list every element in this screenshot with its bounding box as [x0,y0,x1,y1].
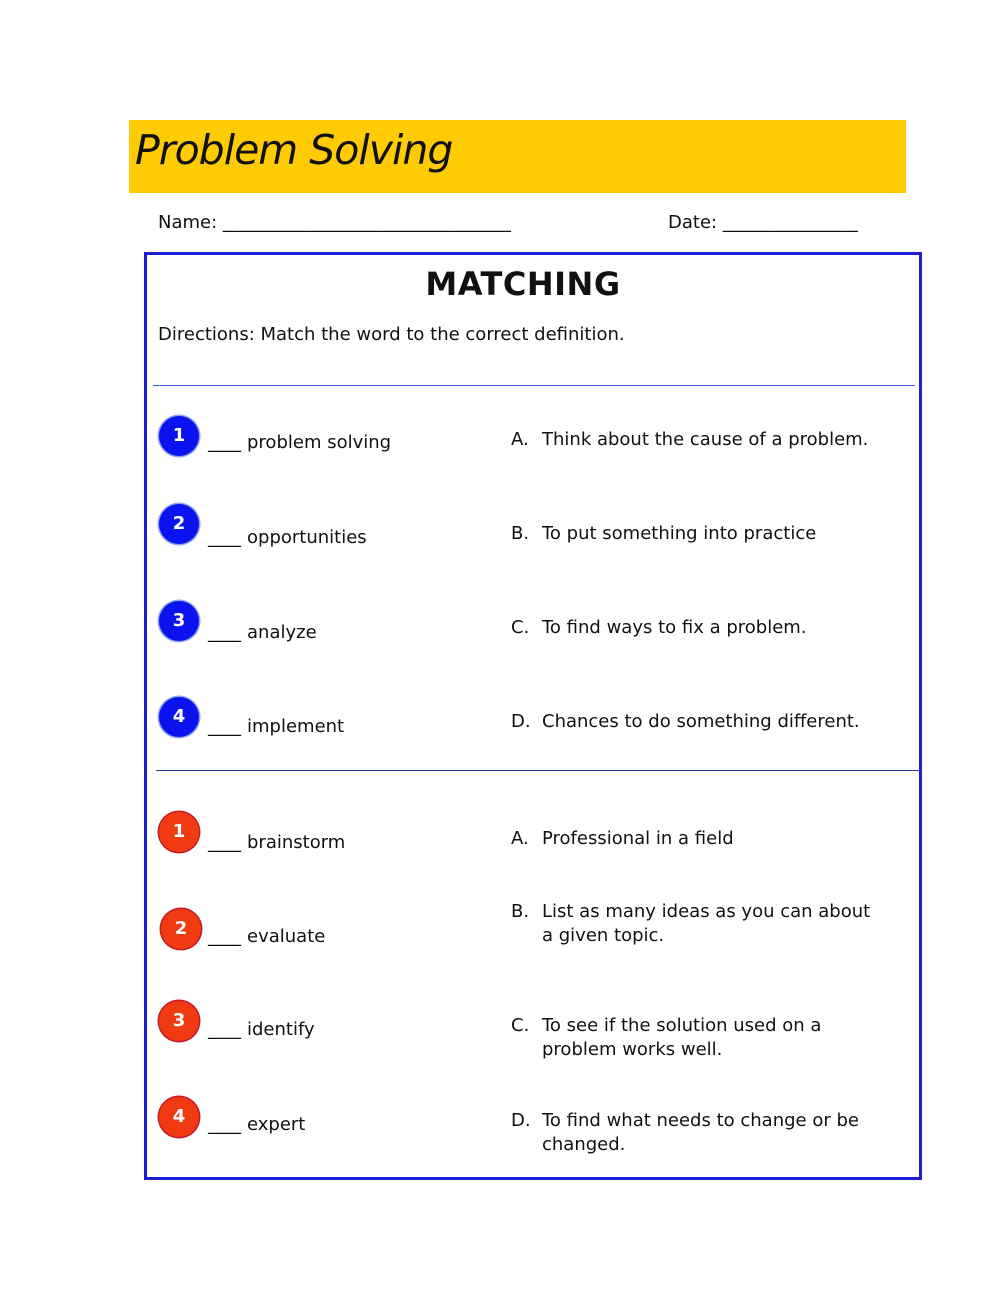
term-item[interactable] [208,527,367,548]
number-badge: 3 [159,601,199,641]
definition-item [511,522,911,546]
number-badge: 4 [159,697,199,737]
term-label: problem solving [247,432,392,453]
definition-letter: B. [511,523,530,544]
number-badge: 1 [159,812,199,852]
title-banner [129,120,906,193]
definition-item [511,1109,881,1157]
definition-letter: A. [511,429,529,450]
matching-heading: MATCHING [425,265,621,303]
match-row [147,695,919,775]
term-label: analyze [247,622,317,643]
term-item[interactable] [208,432,391,453]
date-field[interactable]: Date: _______________ [668,212,858,233]
worksheet-title: Problem Solving [135,126,453,174]
answer-blank[interactable]: ____ [208,527,240,548]
answer-blank[interactable]: ____ [208,926,240,947]
term-item[interactable] [208,926,325,947]
term-item[interactable] [208,832,345,853]
definition-item [511,827,911,851]
answer-blank[interactable]: ____ [208,1019,240,1040]
term-item[interactable] [208,622,317,643]
divider-top [153,385,915,386]
term-label: evaluate [247,926,326,947]
match-row [147,810,919,890]
definition-item [511,900,881,948]
name-field[interactable]: Name: ________________________________ [158,212,511,233]
definition-text: List as many ideas as you can about a given topic. [542,901,871,946]
answer-blank[interactable]: ____ [208,432,240,453]
answer-blank[interactable]: ____ [208,832,240,853]
matching-frame [144,252,922,1180]
definition-letter: D. [511,1110,531,1131]
definition-letter: B. [511,901,530,922]
definition-text: To put something into practice [542,523,817,544]
definition-item [511,1014,901,1062]
match-row [147,412,919,492]
term-label: opportunities [247,527,367,548]
definition-letter: A. [511,828,529,849]
definition-item [511,428,911,452]
term-label: expert [247,1114,306,1135]
match-row [147,1001,919,1081]
definition-letter: C. [511,1015,530,1036]
definition-text: To find what needs to change or be changed. [542,1110,859,1155]
match-row [147,901,919,987]
term-label: brainstorm [247,832,346,853]
match-row [147,599,919,679]
term-label: implement [247,716,345,737]
term-item[interactable] [208,1019,315,1040]
directions-text: Directions: Match the word to the correct definition. [158,324,625,345]
term-item[interactable] [208,716,344,737]
answer-blank[interactable]: ____ [208,716,240,737]
definition-text: Professional in a field [542,828,734,849]
number-badge: 4 [159,1097,199,1137]
answer-blank[interactable]: ____ [208,1114,240,1135]
match-row [147,1097,919,1177]
definition-letter: C. [511,617,530,638]
definition-text: To see if the solution used on a problem works well. [542,1015,822,1060]
match-row [147,500,919,580]
definition-text: To find ways to fix a problem. [542,617,807,638]
definition-item [511,710,911,734]
number-badge: 2 [161,909,201,949]
definition-item [511,616,911,640]
number-badge: 2 [159,504,199,544]
definition-text: Think about the cause of a problem. [542,429,869,450]
number-badge: 1 [159,416,199,456]
definition-text: Chances to do something different. [542,711,860,732]
number-badge: 3 [159,1001,199,1041]
term-label: identify [247,1019,315,1040]
definition-letter: D. [511,711,531,732]
answer-blank[interactable]: ____ [208,622,240,643]
term-item[interactable] [208,1114,305,1135]
